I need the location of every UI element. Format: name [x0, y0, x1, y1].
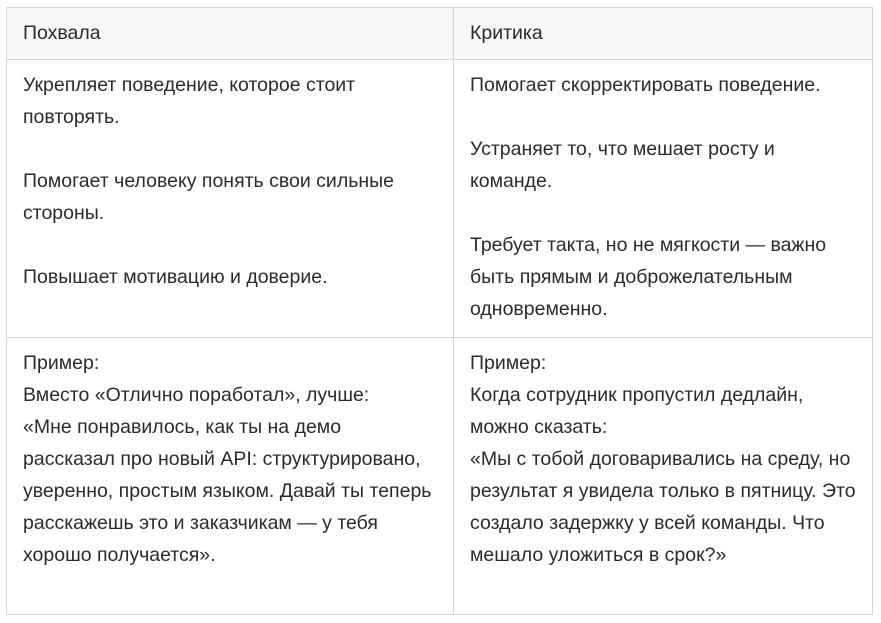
criticism-benefit-1: Помогает скорректировать поведение. — [470, 74, 821, 96]
praise-benefits-cell — [7, 60, 454, 338]
header-praise — [7, 8, 454, 60]
praise-benefit-3: Повышает мотивацию и доверие. — [23, 266, 328, 288]
criticism-example-intro: Когда сотрудник пропустил дедлайн, можно сказать: — [470, 384, 804, 438]
header-criticism-label: Критика — [470, 22, 543, 44]
criticism-benefit-2: Устраняет то, что мешает росту и команде. — [470, 138, 775, 192]
praise-example-intro: Вместо «Отлично поработал», лучше: — [23, 384, 370, 406]
praise-example-label: Пример: — [23, 352, 100, 374]
praise-example-cell — [7, 338, 454, 615]
criticism-example-quote: «Мы с тобой договаривались на среду, но результат я увидела только в пятницу. Это создало задержку у всей команды. Что мешало уложиться в срок?» — [470, 448, 856, 566]
criticism-benefit-3: Требует такта, но не мягкости — важно быть прямым и доброжелательным одновременно. — [470, 234, 827, 320]
header-praise-label: Похвала — [23, 22, 101, 44]
criticism-example-label: Пример: — [470, 352, 547, 374]
benefits-row — [7, 60, 873, 338]
praise-example-quote: «Мне понравилось, как ты на демо рассказал про новый API: структурировано, уверенно, простым языком. Давай ты теперь расскажешь это и заказчикам — у тебя хорошо получается». — [23, 416, 432, 566]
header-criticism — [454, 8, 873, 60]
criticism-benefits-cell — [454, 60, 873, 338]
praise-benefit-2: Помогает человеку понять свои сильные стороны. — [23, 170, 394, 224]
examples-row — [7, 338, 873, 615]
praise-benefit-1: Укрепляет поведение, которое стоит повторять. — [23, 74, 356, 128]
praise-vs-criticism-table — [6, 7, 873, 615]
criticism-example-cell — [454, 338, 873, 615]
table-header-row — [7, 8, 873, 60]
